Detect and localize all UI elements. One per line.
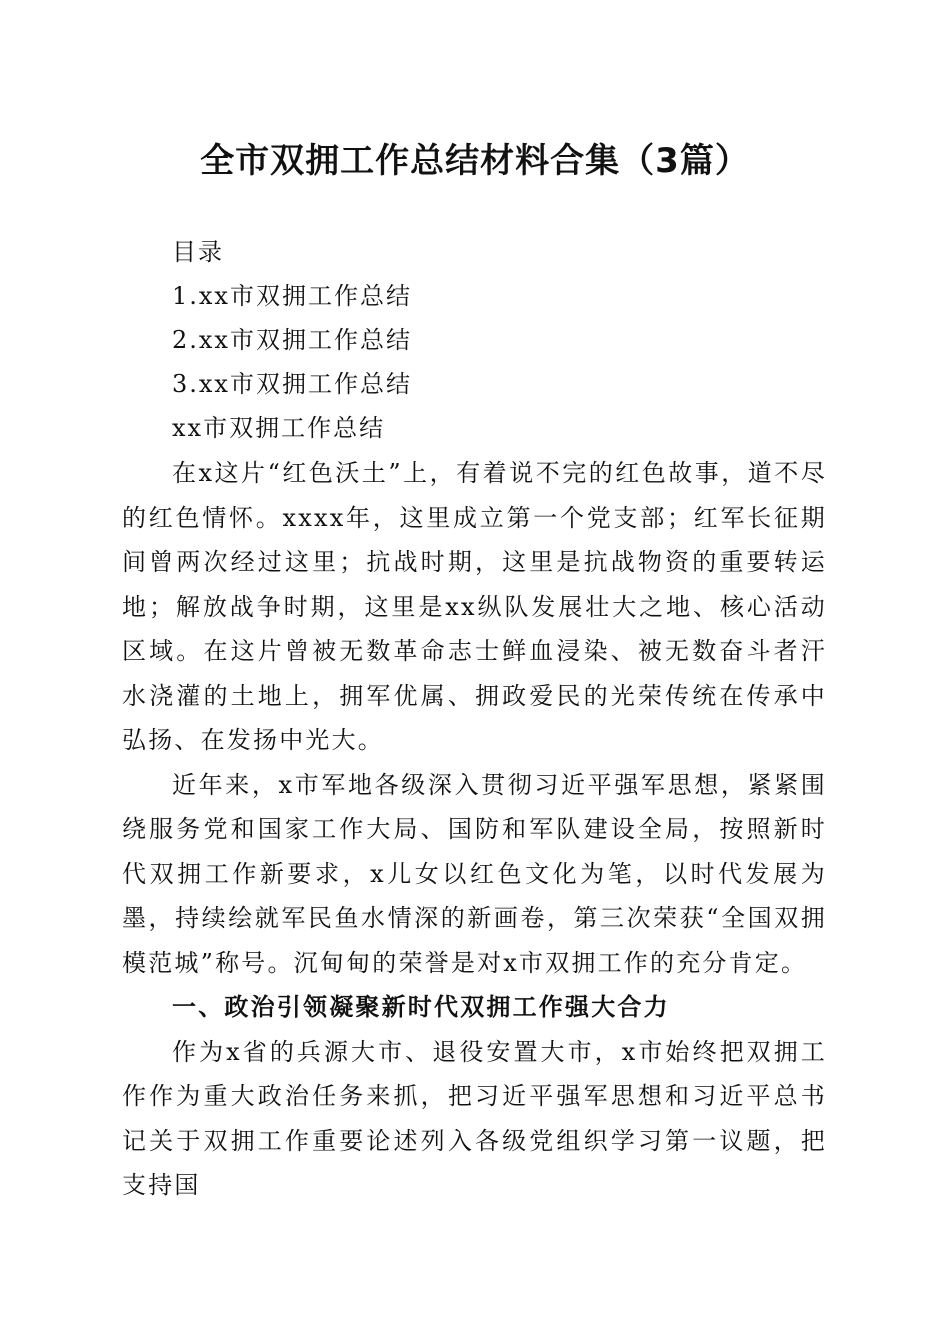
document-title: 全市双拥工作总结材料合集（3篇） (200, 141, 750, 181)
body-paragraph: 在x这片“红色沃土”上，有着说不完的红色故事，道不尽的红色情怀。xxxx年，这里成立第一个党支部；红军长征期间曾两次经过这里；抗战时期，这里是抗战物资的重要转运地；解放战争时期，这里是xx纵队发展壮大之地、核心活动区域。在这片曾被无数革命志士鲜血浸染、被无数奋斗者汗水浇灌的土地上，拥军优属、拥政爱民的光荣传统在传承中弘扬、在发扬中光大。 (122, 459, 827, 754)
body-paragraph: 作为x省的兵源大市、退役安置大市，x市始终把双拥工作作为重大政治任务来抓，把习近平强军思想和习近平总书记关于双拥工作重要论述列入各级党组织学习第一议题，把支持国 (122, 1037, 827, 1199)
toc-item: 3.xx市双拥工作总结 (172, 370, 412, 398)
table-of-contents (172, 230, 872, 450)
section-heading: 一、政治引领凝聚新时代双拥工作强大合力 (172, 993, 670, 1021)
toc-heading: 目录 (172, 238, 224, 266)
article-title: xx市双拥工作总结 (172, 414, 386, 442)
article-body (122, 451, 827, 1208)
toc-item: 2.xx市双拥工作总结 (172, 326, 412, 354)
body-paragraph: 近年来，x市军地各级深入贯彻习近平强军思想，紧紧围绕服务党和国家工作大局、国防和军队建设全局，按照新时代双拥工作新要求，x儿女以红色文化为笔，以时代发展为墨，持续绘就军民鱼水情深的新画卷，第三次荣获“全国双拥模范城”称号。沉甸甸的荣誉是对x市双拥工作的充分肯定。 (122, 770, 827, 977)
toc-item: 1.xx市双拥工作总结 (172, 282, 412, 310)
